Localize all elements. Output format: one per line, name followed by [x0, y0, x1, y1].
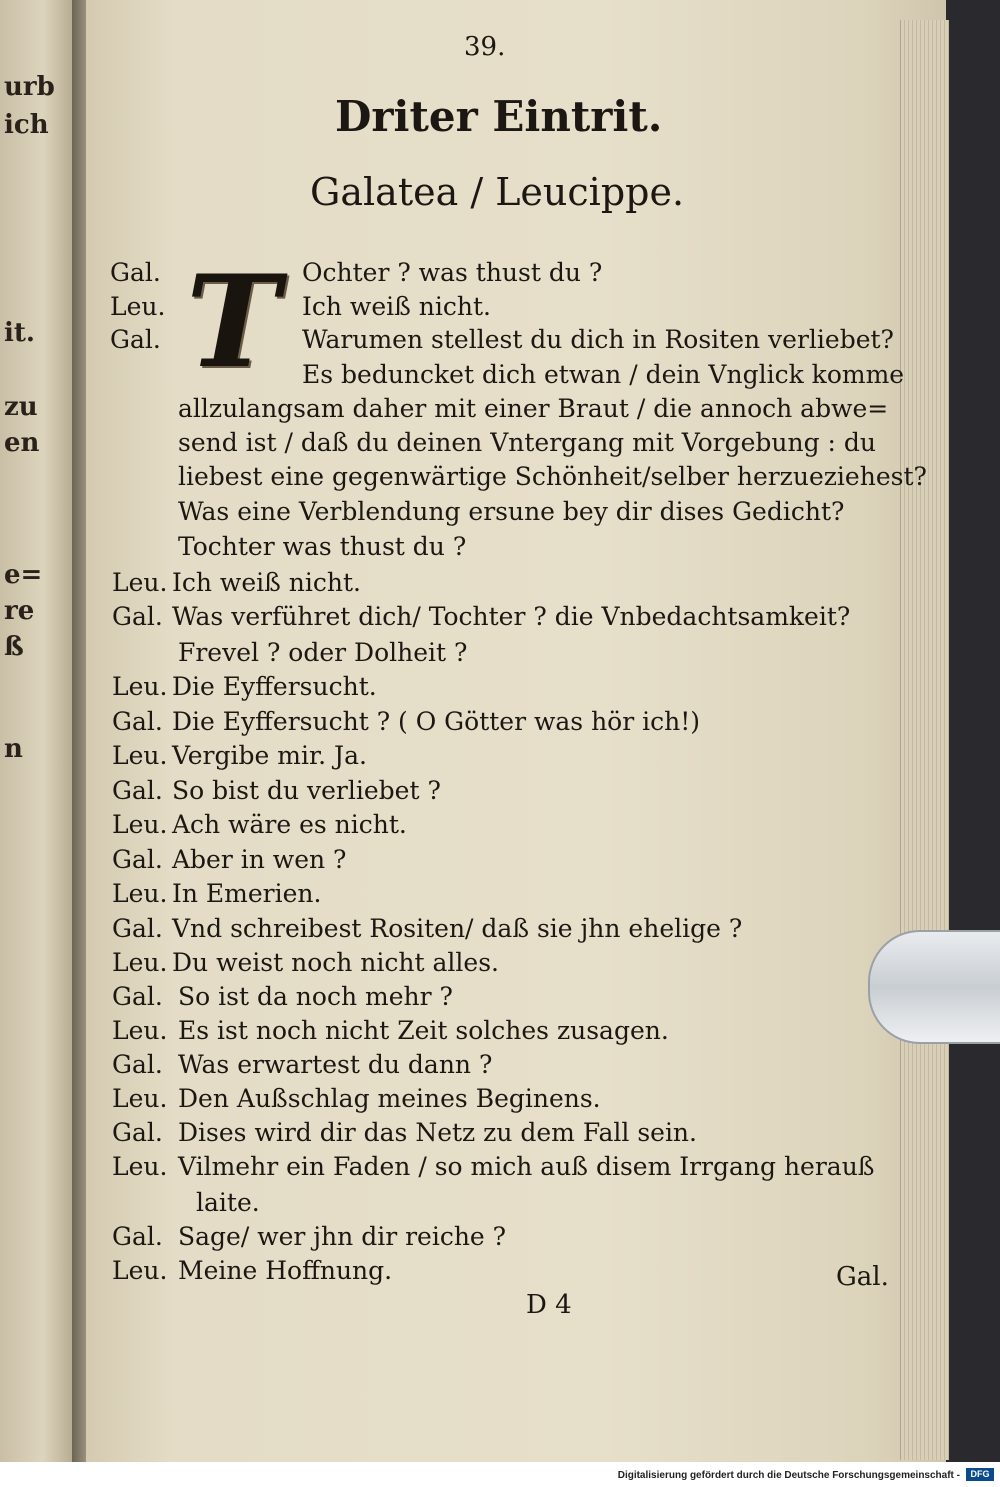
characters-heading: Galatea / Leucippe.	[310, 170, 685, 214]
dfg-logo: DFG	[966, 1468, 994, 1481]
speaker-label: Leu.	[112, 948, 168, 977]
dialogue-line: Sage/ wer jhn dir reiche ?	[178, 1222, 507, 1251]
scene-heading: Driter Eintrit.	[335, 92, 663, 141]
left-page-fragment: n	[4, 734, 23, 764]
footer-bar	[0, 1462, 1000, 1487]
funding-credit: Digitalisierung gefördert durch die Deutsche Forschungsgemeinschaft -	[617, 1470, 960, 1481]
speaker-label: Leu.	[112, 1256, 168, 1285]
dialogue-line: So bist du verliebet ?	[172, 776, 441, 805]
left-page-fragment: ß	[4, 632, 24, 662]
dialogue-line: Es beduncket dich etwan / dein Vnglick komme	[302, 360, 905, 389]
dialogue-line: laite.	[196, 1188, 260, 1217]
speaker-label: Leu.	[112, 1084, 168, 1113]
dialogue-line: liebest eine gegenwärtige Schönheit/selber herzueziehest?	[178, 462, 927, 491]
dialogue-line: Dises wird dir das Netz zu dem Fall sein.	[178, 1118, 697, 1147]
speaker-label: Leu.	[112, 568, 168, 597]
left-page-edge	[0, 0, 72, 1462]
speaker-label: Leu.	[112, 1152, 168, 1181]
speaker-label: Leu.	[112, 879, 168, 908]
dialogue-line: Ich weiß nicht.	[172, 568, 361, 597]
dialogue-line: Was verführet dich/ Tochter ? die Vnbedachtsamkeit?	[172, 602, 851, 631]
left-page-fragment: e=	[4, 560, 43, 590]
dialogue-line: Den Außschlag meines Beginens.	[178, 1084, 601, 1113]
dialogue-line: Meine Hoffnung.	[178, 1256, 393, 1285]
dialogue-line: Es ist noch nicht Zeit solches zusagen.	[178, 1016, 669, 1045]
dialogue-line: Du weist noch nicht alles.	[172, 948, 499, 977]
dialogue-line: Tochter was thust du ?	[178, 532, 467, 561]
page-clip	[868, 930, 1000, 1044]
left-page-fragment: re	[4, 596, 35, 626]
dialogue-line: send ist / daß du deinen Vntergang mit Vorgebung : du	[178, 428, 876, 457]
left-page-fragment: urb	[4, 72, 55, 102]
speaker-label: Gal.	[112, 707, 163, 736]
dialogue-line: Ach wäre es nicht.	[172, 810, 407, 839]
left-page-fragment: ich	[4, 110, 49, 140]
dialogue-line: Ochter ? was thust du ?	[302, 258, 603, 287]
dialogue-line: Warumen stellest du dich in Rositen verliebet?	[302, 325, 894, 354]
dialogue-line: Frevel ? oder Dolheit ?	[178, 638, 468, 667]
dialogue-line: Was erwartest du dann ?	[178, 1050, 493, 1079]
page-edges	[900, 20, 949, 1460]
speaker-label: Leu.	[112, 1016, 168, 1045]
signature-mark: D 4	[526, 1290, 572, 1320]
speaker-label: Gal.	[112, 1118, 163, 1147]
drop-cap-initial: T	[186, 248, 280, 396]
speaker-label: Gal.	[112, 1050, 163, 1079]
catchword: Gal.	[836, 1262, 889, 1292]
speaker-label: Leu.	[112, 741, 168, 770]
dialogue-line: Vergibe mir. Ja.	[172, 741, 367, 770]
dialogue-line: Vnd schreibest Rositen/ daß sie jhn ehelige ?	[172, 914, 743, 943]
dialogue-line: Die Eyffersucht.	[172, 672, 377, 701]
speaker-label: Leu.	[112, 810, 168, 839]
dialogue-line: Vilmehr ein Faden / so mich auß disem Irrgang herauß	[178, 1152, 875, 1181]
dialogue-line: In Emerien.	[172, 879, 322, 908]
dialogue-line: Aber in wen ?	[172, 845, 347, 874]
speaker-label: Gal.	[112, 602, 163, 631]
speaker-label: Gal.	[112, 1222, 163, 1251]
dialogue-line: Die Eyffersucht ? ( O Götter was hör ich!)	[172, 707, 701, 736]
left-page-fragment: it.	[4, 318, 35, 348]
speaker-label: Leu.	[110, 292, 166, 321]
left-page-fragment: zu	[4, 392, 38, 422]
speaker-label: Leu.	[112, 672, 168, 701]
left-page-fragment: en	[4, 428, 40, 458]
dialogue-line: allzulangsam daher mit einer Braut / die annoch abwe=	[178, 394, 889, 423]
book-gutter	[72, 0, 86, 1462]
speaker-label: Gal.	[110, 325, 161, 354]
dialogue-line: So ist da noch mehr ?	[178, 982, 453, 1011]
page-number: 39.	[464, 32, 506, 62]
speaker-label: Gal.	[110, 258, 161, 287]
dialogue-line: Was eine Verblendung ersune bey dir dises Gedicht?	[178, 497, 845, 526]
speaker-label: Gal.	[112, 776, 163, 805]
speaker-label: Gal.	[112, 982, 163, 1011]
speaker-label: Gal.	[112, 914, 163, 943]
dialogue-line: Ich weiß nicht.	[302, 292, 491, 321]
speaker-label: Gal.	[112, 845, 163, 874]
